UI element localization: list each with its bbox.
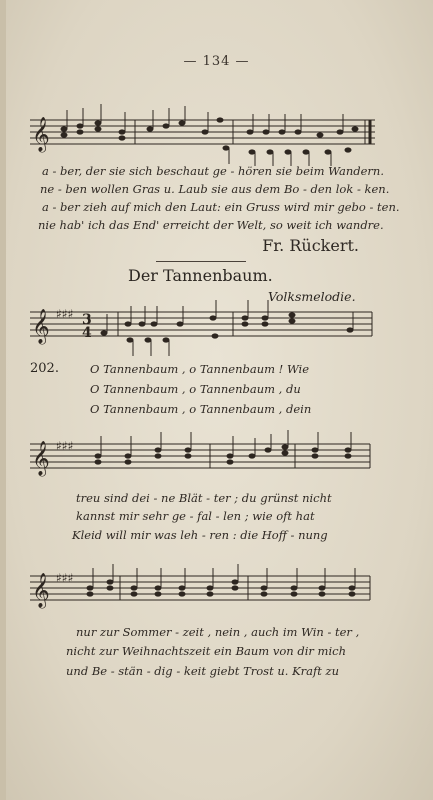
time-signature: 3 <box>82 312 92 328</box>
music-staff-4 <box>30 560 380 620</box>
sharp-icon: ♯♯♯ <box>56 571 74 585</box>
music-staff-3 <box>30 428 380 488</box>
verse-line: O Tannenbaum , o Tannenbaum , dein <box>90 402 312 416</box>
verse-line: nicht zur Weihnachtszeit ein Baum von dir mich <box>66 644 346 658</box>
song-number: 202. <box>30 361 59 376</box>
treble-clef-icon: 𝄞 <box>32 441 50 476</box>
lyric-line: a - ber zieh auf mich den Laut: ein Gruss wird mir gebo - ten. <box>42 200 400 214</box>
svg-text:4: 4 <box>82 325 92 341</box>
divider <box>156 261 246 262</box>
sharp-icon: ♯♯♯ <box>56 307 74 321</box>
page-edge <box>0 0 6 800</box>
lyric-line: nie hab' ich das End' erreicht der Welt, so weit ich wandre. <box>38 218 384 232</box>
song-subtitle: Volksmelodie. <box>268 289 356 304</box>
verse-line: Kleid will mir was leh - ren : die Hoff - nung <box>72 528 328 542</box>
author-name: Fr. Rückert. <box>262 236 359 255</box>
page-number: — 134 — <box>183 54 250 69</box>
music-staff-1 <box>30 98 380 168</box>
treble-clef-icon: 𝄞 <box>32 573 50 608</box>
verse-line: kannst mir sehr ge - fal - len ; wie oft hat <box>76 509 315 523</box>
music-staff-2 <box>30 296 380 366</box>
sharp-icon: ♯♯♯ <box>56 439 74 453</box>
verse-line: O Tannenbaum , o Tannenbaum , du <box>90 382 301 396</box>
lyric-line: a - ber, der sie sich beschaut ge - hören sie beim Wandern. <box>42 164 384 178</box>
verse-line: nur zur Sommer - zeit , nein , auch im Win - ter , <box>76 625 360 639</box>
song-title: Der Tannenbaum. <box>128 266 273 285</box>
verse-line: und Be - stän - dig - keit giebt Trost u. Kraft zu <box>66 664 340 678</box>
verse-line: O Tannenbaum , o Tannenbaum ! Wie <box>90 362 310 376</box>
treble-clef-icon: 𝄞 <box>32 309 50 344</box>
treble-clef-icon: 𝄞 <box>32 117 50 152</box>
verse-line: treu sind dei - ne Blät - ter ; du grünst nicht <box>76 491 332 505</box>
lyric-line: ne - ben wollen Gras u. Laub sie aus dem Bo - den lok - ken. <box>40 182 390 196</box>
